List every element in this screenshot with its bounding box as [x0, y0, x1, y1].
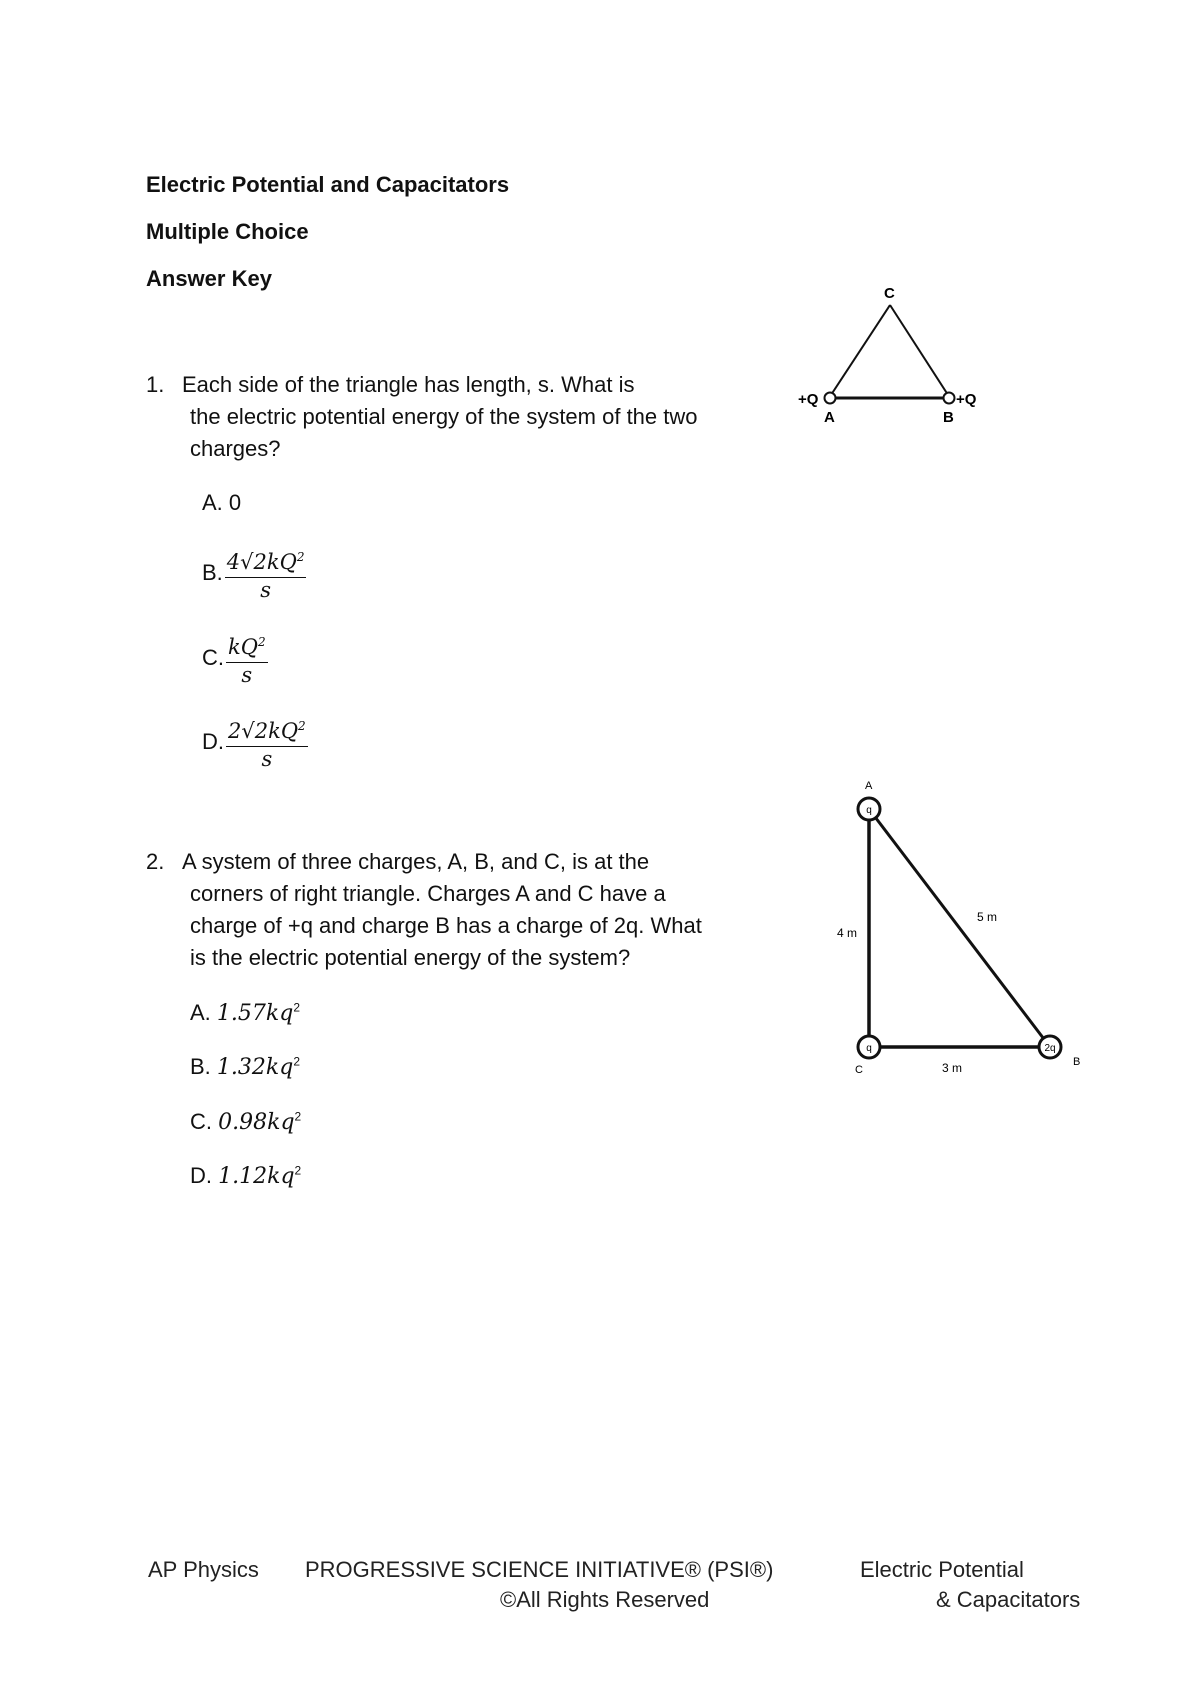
fraction: [226, 713, 308, 771]
vertex-label-a: A: [824, 409, 835, 426]
exponent: 2: [294, 1109, 302, 1124]
option-letter: D.: [190, 1163, 212, 1188]
option-letter: A.: [190, 1000, 211, 1025]
q1-option-a: [202, 490, 241, 516]
footer-topic-line-1: Electric Potential: [860, 1557, 1024, 1582]
q2-line-2: corners of right triangle. Charges A and C have a: [190, 881, 666, 906]
q1-option-c: [202, 629, 268, 687]
triangle-side-cb: [890, 305, 950, 398]
q2-number: 2.: [146, 849, 165, 874]
q1-option-b: [202, 544, 306, 602]
q2-right-triangle-diagram: [825, 775, 1090, 1075]
exponent: 2: [293, 1054, 301, 1069]
charge-a-circle: [825, 393, 836, 404]
option-letter: D.: [202, 729, 224, 754]
footer-topic-line-2: & Capacitators: [936, 1587, 1081, 1612]
q2-line-4: is the electric potential energy of the system?: [190, 945, 631, 970]
footer-course: AP Physics: [148, 1557, 259, 1582]
denominator: s: [241, 663, 253, 687]
q2-line-3: charge of +q and charge B has a charge of 2q. What: [190, 913, 702, 938]
charge-b-value: 2q: [1044, 1043, 1056, 1054]
charge-c-value: q: [866, 1043, 872, 1054]
option-letter: C.: [202, 645, 224, 670]
numerator: kQ: [228, 635, 258, 659]
denominator: s: [261, 747, 273, 771]
exponent: 2: [257, 635, 266, 649]
q2-option-b: [190, 1054, 300, 1080]
charge-a-value: q: [866, 805, 872, 816]
page-title: Electric Potential and Capacitators: [146, 172, 510, 197]
vertex-label-b: B: [1073, 1056, 1081, 1068]
q1-line-2: the electric potential energy of the system of the two: [190, 404, 698, 429]
denominator: s: [260, 578, 272, 602]
side-label-ac: 4 m: [837, 926, 858, 940]
q1-option-d: [202, 713, 308, 771]
vertex-label-c: C: [884, 285, 895, 302]
q1-line-1: Each side of the triangle has length, s. What is: [182, 372, 635, 397]
vertex-label-a: A: [865, 780, 873, 792]
option-value: 1.57kq: [216, 1001, 294, 1026]
option-value: 0.98kq: [218, 1110, 295, 1135]
q2-option-c: [190, 1109, 301, 1135]
option-letter: B.: [202, 560, 223, 585]
footer-publisher: PROGRESSIVE SCIENCE INITIATIVE® (PSI®): [305, 1557, 774, 1582]
exponent: 2: [296, 550, 305, 564]
q2-option-a: [190, 1000, 300, 1026]
exponent: 2: [298, 719, 306, 733]
exponent: 2: [293, 1000, 301, 1015]
side-ab: [869, 809, 1050, 1047]
numerator: 2√2kQ: [228, 719, 299, 743]
q2-option-d: [190, 1163, 301, 1189]
exponent: 2: [294, 1163, 302, 1178]
triangle-side-ca: [829, 305, 890, 398]
footer-copyright: ©All Rights Reserved: [500, 1587, 710, 1612]
charge-label-b: +Q: [956, 391, 977, 408]
q1-line-3: charges?: [190, 436, 281, 461]
vertex-label-c: C: [855, 1064, 863, 1075]
option-letter: C.: [190, 1109, 212, 1134]
side-label-ab: 5 m: [977, 910, 998, 924]
option-letter: A.: [202, 490, 223, 515]
numerator: 4√2kQ: [226, 550, 297, 574]
charge-label-a: +Q: [798, 391, 819, 408]
fraction: [226, 629, 268, 687]
side-label-cb: 3 m: [942, 1061, 963, 1075]
option-value: 1.32kq: [216, 1055, 294, 1080]
q2-line-1: A system of three charges, A, B, and C, is at the: [182, 849, 650, 874]
q1-triangle-diagram: [785, 280, 995, 430]
vertex-label-b: B: [943, 409, 954, 426]
charge-b-circle: [944, 393, 955, 404]
answer-key-label: Answer Key: [146, 266, 272, 291]
q1-number: 1.: [146, 372, 165, 397]
option-value: 0: [228, 490, 242, 515]
fraction: [225, 544, 307, 602]
section-subtitle: Multiple Choice: [146, 219, 309, 244]
option-letter: B.: [190, 1054, 211, 1079]
option-value: 1.12kq: [218, 1164, 295, 1189]
